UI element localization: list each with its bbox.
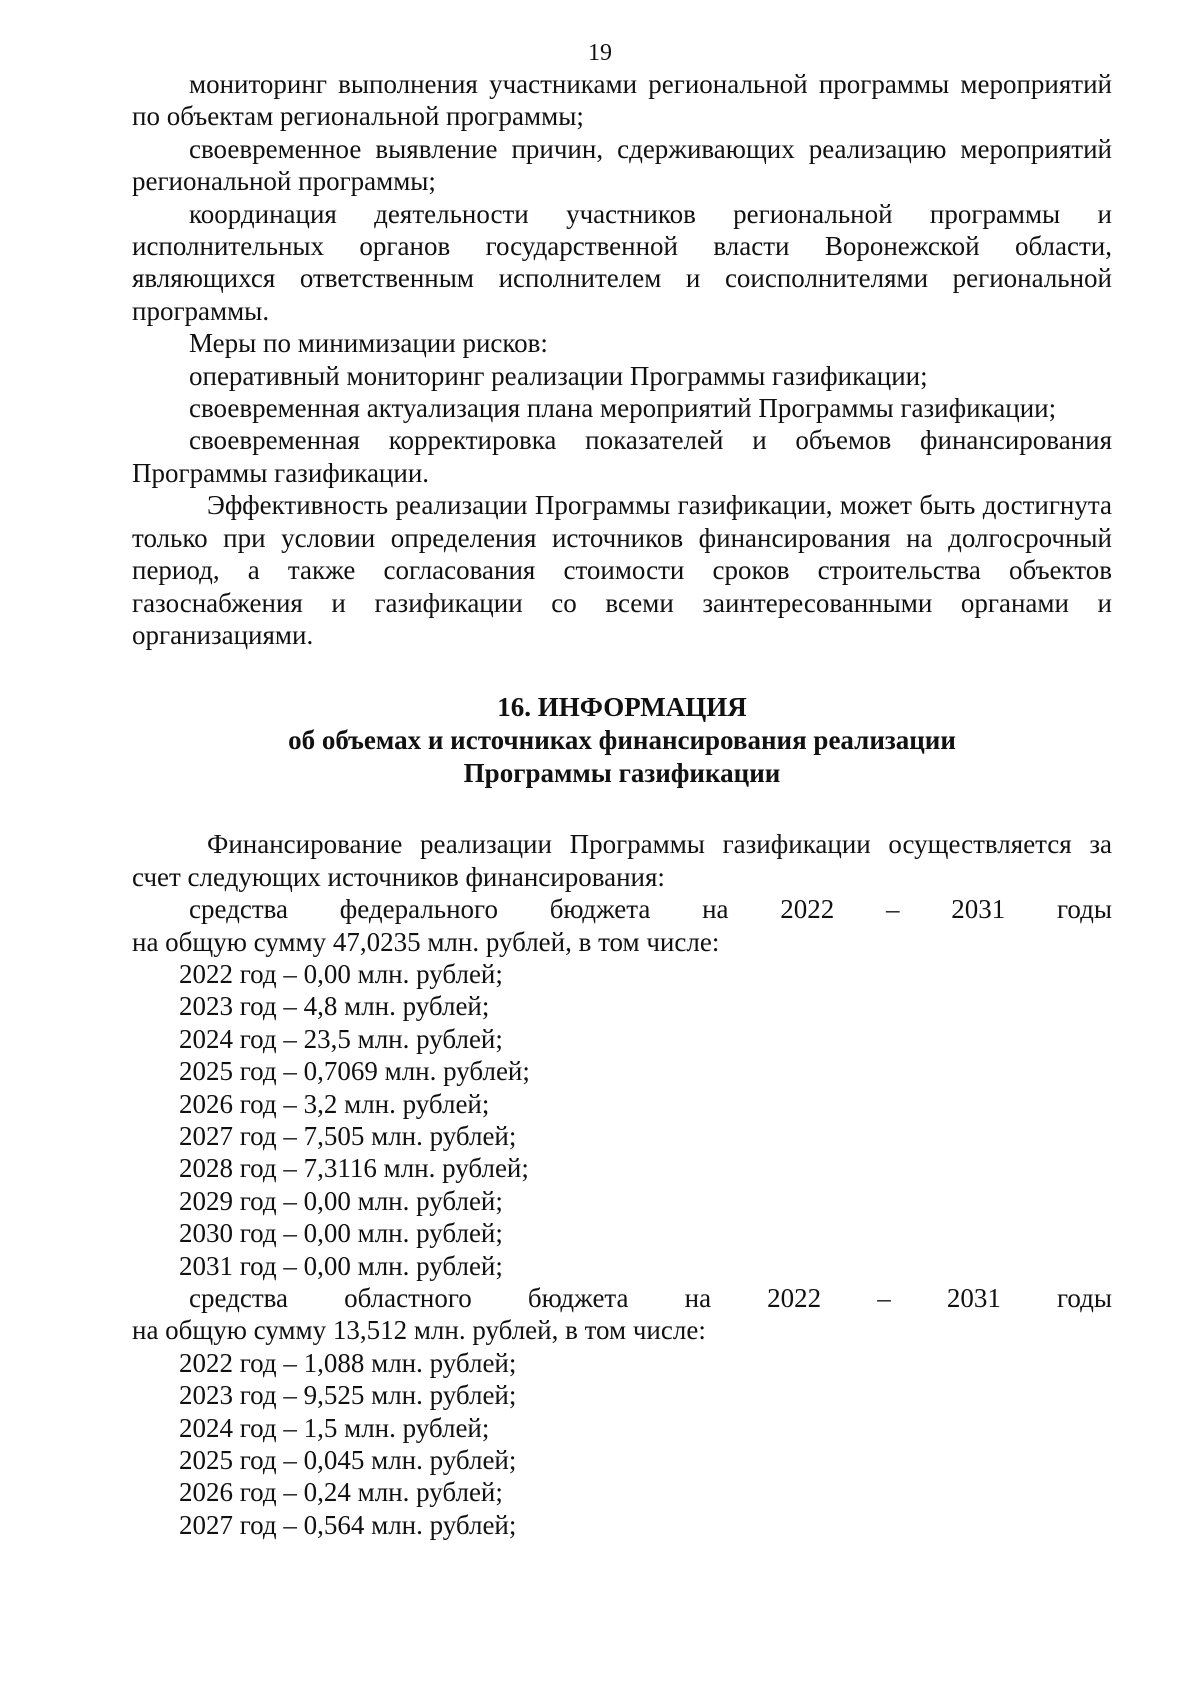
risk-measures-section: [132, 68, 1112, 651]
regional-budget-total: на общую сумму 13,512 млн. рублей, в том числе:: [132, 1315, 706, 1346]
section-heading-subtitle-2: Программы газификации: [463, 758, 781, 789]
document-body: [132, 68, 1112, 1541]
federal-budget-block: [132, 893, 1112, 1282]
section-heading: [132, 691, 1112, 790]
regional-year-item: 2022 год – 1,088 млн. рублей;: [179, 1347, 517, 1378]
regional-year-item: 2027 год – 0,564 млн. рублей;: [179, 1509, 517, 1540]
body-paragraph: Эффективность реализации Программы газификации, может быть достигнута только при условии определения источников финансирования на долгосрочный период, а также согласования стоимости сроков строительства объектов газоснабжения и газификации со всеми заинтересованными органами и организациями.: [132, 490, 1112, 650]
body-paragraph: своевременная актуализация плана мероприятий Программы газификации;: [189, 393, 1057, 424]
regional-year-list: [132, 1347, 1112, 1541]
federal-year-list: [132, 958, 1112, 1282]
regional-year-item: 2026 год – 0,24 млн. рублей;: [179, 1477, 503, 1508]
federal-year-item: 2024 год – 23,5 млн. рублей;: [179, 1023, 503, 1054]
regional-year-item: 2023 год – 9,525 млн. рублей;: [179, 1380, 517, 1411]
page-number: 19: [588, 40, 612, 66]
federal-year-item: 2028 год – 7,3116 млн. рублей;: [179, 1153, 529, 1184]
federal-year-item: 2030 год – 0,00 млн. рублей;: [179, 1218, 503, 1249]
regional-budget-block: [132, 1282, 1112, 1541]
federal-year-item: 2022 год – 0,00 млн. рублей;: [179, 958, 503, 989]
financing-intro: Финансирование реализации Программы газификации осуществляется за счет следующих источников финансирования:: [132, 829, 1112, 892]
section-heading-number: 16. ИНФОРМАЦИЯ: [497, 692, 747, 723]
regional-year-item: 2024 год – 1,5 млн. рублей;: [179, 1412, 490, 1443]
body-paragraph: оперативный мониторинг реализации Программы газификации;: [189, 360, 928, 391]
section-heading-subtitle: об объемах и источниках финансирования реализации: [288, 725, 956, 756]
body-paragraph: своевременная корректировка показателей и объемов финансирования Программы газификации.: [132, 425, 1112, 488]
federal-year-item: 2026 год – 3,2 млн. рублей;: [179, 1088, 490, 1119]
body-paragraph: Меры по минимизации рисков:: [189, 328, 548, 359]
federal-year-item: 2031 год – 0,00 млн. рублей;: [179, 1250, 503, 1281]
federal-budget-line: средства федерального бюджета на 2022 – 2031 годы: [189, 894, 1112, 925]
regional-year-item: 2025 год – 0,045 млн. рублей;: [179, 1445, 517, 1476]
body-paragraph: мониторинг выполнения участниками региональной программы мероприятий по объектам региональной программы;: [132, 69, 1112, 132]
body-paragraph: своевременное выявление причин, сдерживающих реализацию мероприятий региональной программы;: [132, 133, 1112, 197]
body-paragraph: координация деятельности участников региональной программы и исполнительных органов государственной власти Воронежской области, являющихся ответственным исполнителем и соисполнителями региональной программы.: [132, 198, 1112, 326]
regional-budget-line: средства областного бюджета на 2022 – 2031 годы: [189, 1283, 1112, 1313]
federal-year-item: 2027 год – 7,505 млн. рублей;: [179, 1120, 517, 1151]
federal-year-item: 2025 год – 0,7069 млн. рублей;: [179, 1056, 530, 1087]
federal-budget-total: на общую сумму 47,0235 млн. рублей, в том числе:: [132, 926, 720, 957]
federal-year-item: 2029 год – 0,00 млн. рублей;: [179, 1185, 503, 1216]
federal-year-item: 2023 год – 4,8 млн. рублей;: [179, 991, 490, 1022]
